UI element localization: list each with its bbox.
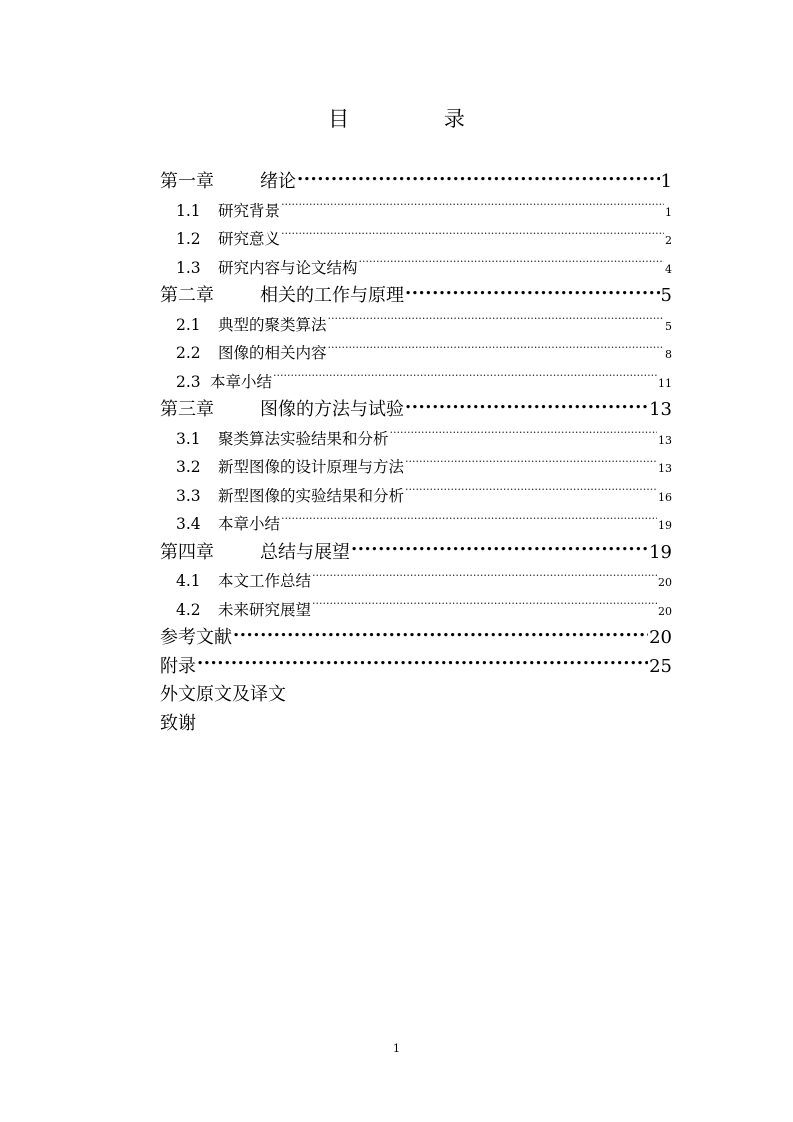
chapter-title: 绪论 xyxy=(260,171,296,192)
page-number: 13 xyxy=(658,433,672,447)
dot-leader xyxy=(297,169,660,187)
section-title: 典型的聚类算法 xyxy=(218,315,327,334)
chapter-number: 第三章 xyxy=(160,399,214,420)
section-title: 本章小结 xyxy=(210,372,273,391)
page-number: 13 xyxy=(658,462,672,475)
toc-chapter-3[interactable] xyxy=(160,396,672,425)
page-number: 11 xyxy=(658,376,672,390)
toc-section-1-1[interactable] xyxy=(160,197,672,226)
toc-section-3-3[interactable] xyxy=(160,482,672,511)
dot-leader xyxy=(281,229,664,245)
page-number: 2 xyxy=(665,234,672,247)
page-title: 目 录 xyxy=(328,107,509,131)
page-number: 19 xyxy=(658,519,672,532)
chapter-title: 图像的方法与试验 xyxy=(260,399,404,420)
section-number: 2.1 xyxy=(176,315,201,334)
dot-leader xyxy=(405,397,648,415)
dot-leader xyxy=(328,314,664,330)
section-title: 研究意义 xyxy=(218,230,281,248)
dot-leader xyxy=(312,599,657,615)
section-title: 本文工作总结 xyxy=(218,572,312,590)
dot-leader xyxy=(390,428,657,444)
toc-chapter-4[interactable] xyxy=(160,539,672,568)
dot-leader xyxy=(312,571,657,587)
toc-section-3-4[interactable] xyxy=(160,510,672,539)
chapter-number: 第一章 xyxy=(160,171,214,192)
toc-references[interactable] xyxy=(160,624,672,653)
dot-leader xyxy=(405,283,660,301)
dot-leader xyxy=(281,514,657,530)
toc-section-4-2[interactable] xyxy=(160,596,672,625)
toc-chapter-2[interactable] xyxy=(160,282,672,311)
page-number: 25 xyxy=(649,655,672,677)
section-number: 3.2 xyxy=(176,458,201,476)
page-number: 5 xyxy=(660,285,672,306)
toc-section-2-2[interactable] xyxy=(160,339,672,368)
page-number: 20 xyxy=(649,627,672,648)
page-number: 1 xyxy=(665,205,672,219)
section-title: 聚类算法实验结果和分析 xyxy=(218,429,389,448)
section-number: 1.1 xyxy=(176,201,201,220)
toc-acknowledgements[interactable] xyxy=(160,710,672,739)
table-of-contents xyxy=(160,168,672,738)
page-number: 1 xyxy=(660,171,672,192)
section-title: 未来研究展望 xyxy=(218,600,312,619)
section-title: 图像的相关内容 xyxy=(218,344,327,362)
toc-foreign-text[interactable] xyxy=(160,681,672,710)
page-number: 19 xyxy=(649,541,672,563)
chapter-title: 相关的工作与原理 xyxy=(260,285,404,306)
section-number: 4.2 xyxy=(176,600,201,619)
dot-leader xyxy=(273,371,657,387)
section-title: 新型图像的设计原理与方法 xyxy=(218,458,405,476)
section-number: 2.2 xyxy=(176,344,201,362)
section-title: 本章小结 xyxy=(218,515,281,533)
toc-chapter-1[interactable] xyxy=(160,168,672,197)
section-number: 3.4 xyxy=(176,515,201,533)
chapter-title: 总结与展望 xyxy=(260,541,350,563)
dot-leader xyxy=(359,257,664,273)
dot-leader xyxy=(197,654,648,672)
page-number: 5 xyxy=(665,319,672,333)
toc-section-1-3[interactable] xyxy=(160,254,672,283)
dot-leader xyxy=(281,200,664,216)
appendix-title: 附录 xyxy=(160,655,196,677)
toc-appendix[interactable] xyxy=(160,653,672,682)
references-title: 参考文献 xyxy=(160,627,232,648)
page-number: 13 xyxy=(649,399,672,420)
section-number: 2.3 xyxy=(176,372,201,391)
section-number: 3.1 xyxy=(176,429,201,448)
toc-section-1-2[interactable] xyxy=(160,225,672,254)
dot-leader xyxy=(233,625,648,643)
acknowledgements-title: 致谢 xyxy=(160,712,196,734)
page-number: 16 xyxy=(658,490,672,504)
toc-section-2-3[interactable] xyxy=(160,368,672,397)
toc-section-3-2[interactable] xyxy=(160,453,672,482)
dot-leader xyxy=(328,343,664,359)
page-number: 20 xyxy=(658,604,672,618)
section-title: 研究背景 xyxy=(218,201,281,220)
section-number: 1.2 xyxy=(176,230,201,248)
section-number: 1.3 xyxy=(176,258,201,277)
toc-section-3-1[interactable] xyxy=(160,425,672,454)
page-number: 20 xyxy=(658,576,672,589)
section-title: 研究内容与论文结构 xyxy=(218,258,358,277)
section-number: 3.3 xyxy=(176,486,201,505)
foreign-text-title: 外文原文及译文 xyxy=(160,684,286,705)
section-number: 4.1 xyxy=(176,572,201,590)
dot-leader xyxy=(405,485,657,501)
toc-section-4-1[interactable] xyxy=(160,567,672,596)
page-number: 8 xyxy=(665,348,672,361)
dot-leader xyxy=(351,540,648,558)
dot-leader xyxy=(405,457,657,473)
section-title: 新型图像的实验结果和分析 xyxy=(218,486,405,505)
chapter-number: 第二章 xyxy=(160,285,214,306)
page-number: 4 xyxy=(665,262,672,276)
toc-section-2-1[interactable] xyxy=(160,311,672,340)
footer-page-number: 1 xyxy=(393,1042,400,1055)
chapter-number: 第四章 xyxy=(160,541,214,563)
